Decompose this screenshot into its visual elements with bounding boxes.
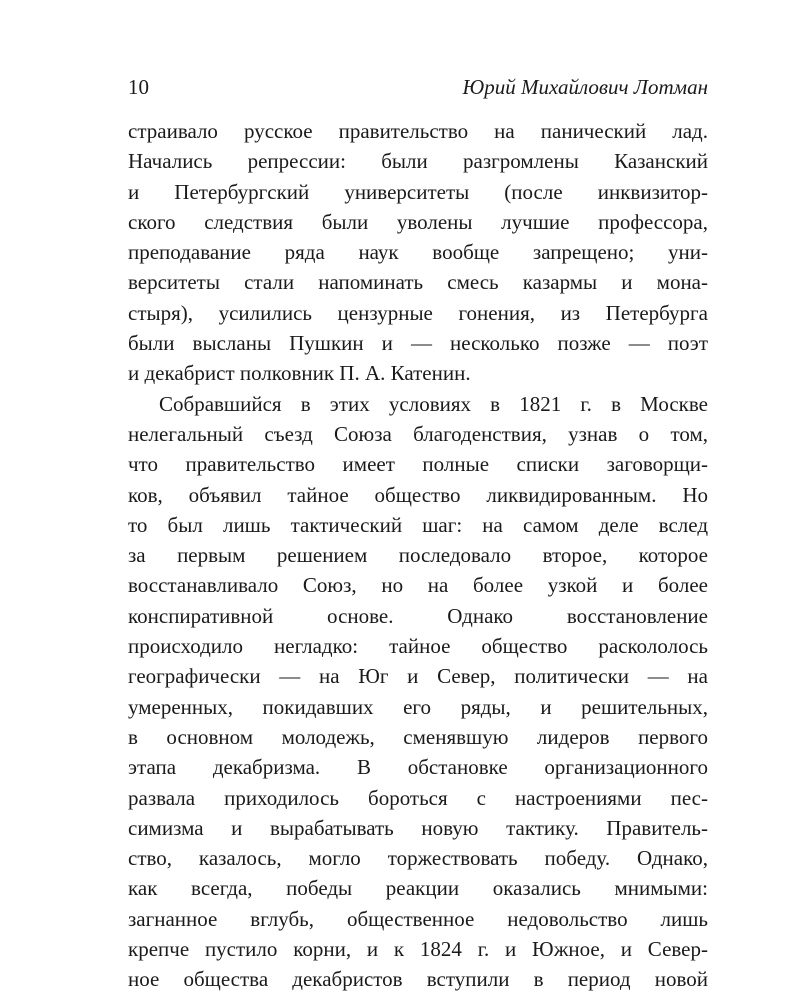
body-text bbox=[128, 116, 708, 995]
text-line: были высланы Пушкин и — несколько позже — поэт bbox=[128, 331, 708, 356]
text-line: что правительство имеет полные списки заговорщи- bbox=[128, 452, 708, 477]
text-line: то был лишь тактический шаг: на самом деле вслед bbox=[128, 512, 708, 537]
text-line: ского следствия были уволены лучшие профессора, bbox=[128, 209, 708, 234]
page-header bbox=[128, 72, 708, 102]
paragraph-start-line: Собравшийся в этих условиях в 1821 г. в Москве bbox=[159, 391, 708, 416]
text-line: происходило негладко: тайное общество раскололось bbox=[128, 634, 708, 659]
text-line: Начались репрессии: были разгромлены Казанский bbox=[128, 149, 708, 174]
text-line: стыря), усилились цензурные гонения, из Петербурга bbox=[128, 300, 708, 325]
text-line: и Петербургский университеты (после инквизитор- bbox=[128, 179, 708, 204]
text-line: в основном молодежь, сменявшую лидеров первого bbox=[128, 724, 708, 749]
text-line: этапа декабризма. В обстановке организационного bbox=[128, 755, 708, 780]
text-line: ство, казалось, могло торжествовать победу. Однако, bbox=[128, 846, 708, 871]
text-line: за первым решением последовало второе, которое bbox=[128, 543, 708, 568]
text-line: крепче пустило корни, и к 1824 г. и Южное, и Север- bbox=[128, 937, 708, 962]
text-line: географически — на Юг и Север, политически — на bbox=[128, 664, 708, 689]
paragraph-end-line: и декабрист полковник П. А. Катенин. bbox=[128, 361, 471, 386]
text-line: преподавание ряда наук вообще запрещено; уни- bbox=[128, 240, 708, 265]
text-line: умеренных, покидавших его ряды, и решительных, bbox=[128, 694, 708, 719]
text-line: ков, объявил тайное общество ликвидированным. Но bbox=[128, 482, 708, 507]
running-head-author: Юрий Михайлович Лотман bbox=[462, 75, 708, 99]
text-line: восстанавливало Союз, но на более узкой и более bbox=[128, 573, 708, 598]
text-line: нелегальный съезд Союза благоденствия, узнав о том, bbox=[128, 421, 708, 446]
text-line: ное общества декабристов вступили в период новой bbox=[128, 967, 708, 992]
text-line: конспиративной основе. Однако восстановление bbox=[128, 603, 708, 628]
text-line: страивало русское правительство на панический лад. bbox=[128, 119, 708, 143]
text-line: как всегда, победы реакции оказались мнимыми: bbox=[128, 876, 708, 901]
text-line: симизма и вырабатывать новую тактику. Правитель- bbox=[128, 815, 708, 840]
text-line: развала приходилось бороться с настроениями пес- bbox=[128, 785, 708, 810]
text-line: загнанное вглубь, общественное недовольство лишь bbox=[128, 906, 708, 931]
page-number: 10 bbox=[128, 75, 149, 99]
text-line: верситеты стали напоминать смесь казармы и мона- bbox=[128, 270, 708, 295]
